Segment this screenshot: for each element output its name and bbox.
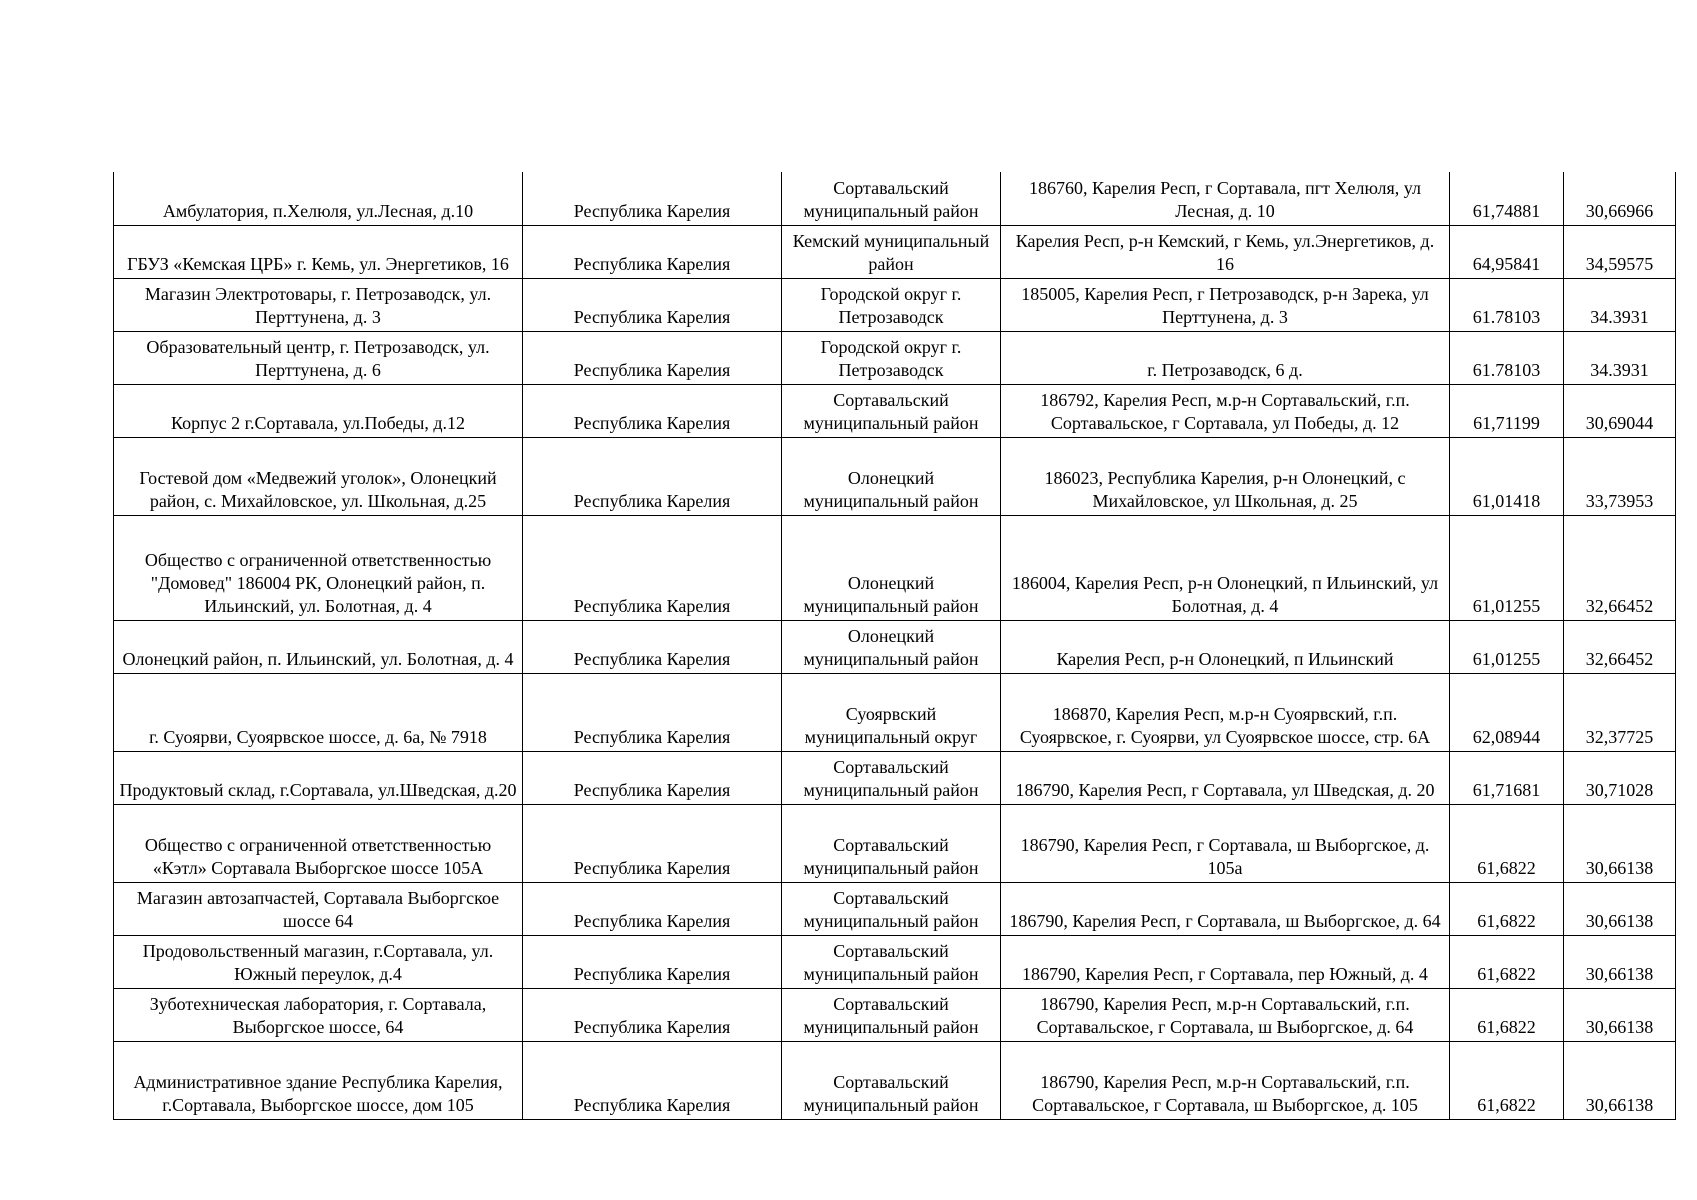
region-cell: Республика Карелия bbox=[523, 225, 782, 278]
longitude-cell: 32,37725 bbox=[1564, 673, 1676, 751]
table-row bbox=[114, 673, 1676, 751]
table-row bbox=[114, 331, 1676, 384]
longitude-cell: 30,66138 bbox=[1564, 804, 1676, 882]
table-row bbox=[114, 1041, 1676, 1119]
latitude-cell: 61.78103 bbox=[1450, 278, 1564, 331]
address-cell: 186023, Республика Карелия, р-н Олонецкий, с Михайловское, ул Школьная, д. 25 bbox=[1001, 437, 1450, 515]
longitude-cell: 34.3931 bbox=[1564, 331, 1676, 384]
municipality-cell: Суоярвский муниципальный округ bbox=[782, 673, 1001, 751]
facility-name-cell: Образовательный центр, г. Петрозаводск, ул. Перттунена, д. 6 bbox=[114, 331, 523, 384]
address-cell: 186790, Карелия Респ, г Сортавала, ул Шведская, д. 20 bbox=[1001, 751, 1450, 804]
table-row bbox=[114, 804, 1676, 882]
municipality-cell: Сортавальский муниципальный район bbox=[782, 1041, 1001, 1119]
facility-name-cell: Магазин автозапчастей, Сортавала Выборгское шоссе 64 bbox=[114, 882, 523, 935]
latitude-cell: 61.78103 bbox=[1450, 331, 1564, 384]
region-cell: Республика Карелия bbox=[523, 515, 782, 620]
municipality-cell: Сортавальский муниципальный район bbox=[782, 804, 1001, 882]
facility-name-cell: Зуботехническая лаборатория, г. Сортавала, Выборгское шоссе, 64 bbox=[114, 988, 523, 1041]
latitude-cell: 61,6822 bbox=[1450, 935, 1564, 988]
municipality-cell: Сортавальский муниципальный район bbox=[782, 172, 1001, 225]
region-cell: Республика Карелия bbox=[523, 804, 782, 882]
table-row bbox=[114, 384, 1676, 437]
facility-name-cell: Гостевой дом «Медвежий уголок», Олонецкий район, с. Михайловское, ул. Школьная, д.25 bbox=[114, 437, 523, 515]
region-cell: Республика Карелия bbox=[523, 278, 782, 331]
address-cell: 186790, Карелия Респ, г Сортавала, ш Выборгское, д. 64 bbox=[1001, 882, 1450, 935]
longitude-cell: 30,71028 bbox=[1564, 751, 1676, 804]
longitude-cell: 30,66138 bbox=[1564, 988, 1676, 1041]
facility-name-cell: Продуктовый склад, г.Сортавала, ул.Шведская, д.20 bbox=[114, 751, 523, 804]
region-cell: Республика Карелия bbox=[523, 935, 782, 988]
longitude-cell: 32,66452 bbox=[1564, 515, 1676, 620]
address-cell: Карелия Респ, р-н Кемский, г Кемь, ул.Энергетиков, д. 16 bbox=[1001, 225, 1450, 278]
latitude-cell: 62,08944 bbox=[1450, 673, 1564, 751]
region-cell: Республика Карелия bbox=[523, 437, 782, 515]
address-cell: 186790, Карелия Респ, м.р-н Сортавальский, г.п. Сортавальское, г Сортавала, ш Выборгское, д. 64 bbox=[1001, 988, 1450, 1041]
latitude-cell: 61,01255 bbox=[1450, 620, 1564, 673]
region-cell: Республика Карелия bbox=[523, 331, 782, 384]
municipality-cell: Городской округ г. Петрозаводск bbox=[782, 331, 1001, 384]
facility-name-cell: Амбулатория, п.Хелюля, ул.Лесная, д.10 bbox=[114, 172, 523, 225]
region-cell: Республика Карелия bbox=[523, 751, 782, 804]
table-row bbox=[114, 515, 1676, 620]
latitude-cell: 61,6822 bbox=[1450, 804, 1564, 882]
region-cell: Республика Карелия bbox=[523, 882, 782, 935]
municipality-cell: Сортавальский муниципальный район bbox=[782, 988, 1001, 1041]
table-row bbox=[114, 278, 1676, 331]
latitude-cell: 61,6822 bbox=[1450, 1041, 1564, 1119]
longitude-cell: 30,66138 bbox=[1564, 935, 1676, 988]
facility-name-cell: ГБУЗ «Кемская ЦРБ» г. Кемь, ул. Энергетиков, 16 bbox=[114, 225, 523, 278]
region-cell: Республика Карелия bbox=[523, 172, 782, 225]
latitude-cell: 61,74881 bbox=[1450, 172, 1564, 225]
municipality-cell: Кемский муниципальный район bbox=[782, 225, 1001, 278]
table-row bbox=[114, 988, 1676, 1041]
region-cell: Республика Карелия bbox=[523, 1041, 782, 1119]
table-row bbox=[114, 935, 1676, 988]
address-cell: 186790, Карелия Респ, г Сортавала, ш Выборгское, д. 105а bbox=[1001, 804, 1450, 882]
facility-name-cell: Корпус 2 г.Сортавала, ул.Победы, д.12 bbox=[114, 384, 523, 437]
facility-name-cell: Магазин Электротовары, г. Петрозаводск, ул. Перттунена, д. 3 bbox=[114, 278, 523, 331]
address-cell: 186004, Карелия Респ, р-н Олонецкий, п Ильинский, ул Болотная, д. 4 bbox=[1001, 515, 1450, 620]
longitude-cell: 30,66138 bbox=[1564, 1041, 1676, 1119]
longitude-cell: 32,66452 bbox=[1564, 620, 1676, 673]
longitude-cell: 34.3931 bbox=[1564, 278, 1676, 331]
municipality-cell: Сортавальский муниципальный район bbox=[782, 882, 1001, 935]
region-cell: Республика Карелия bbox=[523, 673, 782, 751]
address-cell: 185005, Карелия Респ, г Петрозаводск, р-н Зарека, ул Перттунена, д. 3 bbox=[1001, 278, 1450, 331]
latitude-cell: 64,95841 bbox=[1450, 225, 1564, 278]
address-cell: 186870, Карелия Респ, м.р-н Суоярвский, г.п. Суоярвское, г. Суоярви, ул Суоярвское шоссе, стр. 6А bbox=[1001, 673, 1450, 751]
municipality-cell: Олонецкий муниципальный район bbox=[782, 437, 1001, 515]
facility-name-cell: г. Суоярви, Суоярвское шоссе, д. 6а, № 7918 bbox=[114, 673, 523, 751]
table-body bbox=[114, 172, 1676, 1119]
longitude-cell: 30,66966 bbox=[1564, 172, 1676, 225]
longitude-cell: 34,59575 bbox=[1564, 225, 1676, 278]
facility-name-cell: Административное здание Республика Карелия, г.Сортавала, Выборгское шоссе, дом 105 bbox=[114, 1041, 523, 1119]
facility-name-cell: Продовольственный магазин, г.Сортавала, ул. Южный переулок, д.4 bbox=[114, 935, 523, 988]
table-row bbox=[114, 172, 1676, 225]
longitude-cell: 30,69044 bbox=[1564, 384, 1676, 437]
latitude-cell: 61,6822 bbox=[1450, 882, 1564, 935]
facility-name-cell: Общество с ограниченной ответственностью «Кэтл» Сортавала Выборгское шоссе 105А bbox=[114, 804, 523, 882]
table-row bbox=[114, 751, 1676, 804]
latitude-cell: 61,71681 bbox=[1450, 751, 1564, 804]
address-cell: 186792, Карелия Респ, м.р-н Сортавальский, г.п. Сортавальское, г Сортавала, ул Победы, д. 12 bbox=[1001, 384, 1450, 437]
longitude-cell: 30,66138 bbox=[1564, 882, 1676, 935]
table-row bbox=[114, 620, 1676, 673]
municipality-cell: Олонецкий муниципальный район bbox=[782, 620, 1001, 673]
table-row bbox=[114, 437, 1676, 515]
table-row bbox=[114, 882, 1676, 935]
latitude-cell: 61,6822 bbox=[1450, 988, 1564, 1041]
address-cell: 186760, Карелия Респ, г Сортавала, пгт Хелюля, ул Лесная, д. 10 bbox=[1001, 172, 1450, 225]
address-cell: Карелия Респ, р-н Олонецкий, п Ильинский bbox=[1001, 620, 1450, 673]
facility-name-cell: Олонецкий район, п. Ильинский, ул. Болотная, д. 4 bbox=[114, 620, 523, 673]
municipality-cell: Сортавальский муниципальный район bbox=[782, 384, 1001, 437]
municipality-cell: Сортавальский муниципальный район bbox=[782, 751, 1001, 804]
address-cell: г. Петрозаводск, 6 д. bbox=[1001, 331, 1450, 384]
longitude-cell: 33,73953 bbox=[1564, 437, 1676, 515]
address-table bbox=[113, 172, 1676, 1120]
municipality-cell: Городской округ г. Петрозаводск bbox=[782, 278, 1001, 331]
latitude-cell: 61,01255 bbox=[1450, 515, 1564, 620]
municipality-cell: Сортавальский муниципальный район bbox=[782, 935, 1001, 988]
latitude-cell: 61,71199 bbox=[1450, 384, 1564, 437]
region-cell: Республика Карелия bbox=[523, 620, 782, 673]
address-cell: 186790, Карелия Респ, м.р-н Сортавальский, г.п. Сортавальское, г Сортавала, ш Выборгское, д. 105 bbox=[1001, 1041, 1450, 1119]
address-cell: 186790, Карелия Респ, г Сортавала, пер Южный, д. 4 bbox=[1001, 935, 1450, 988]
table-row bbox=[114, 225, 1676, 278]
latitude-cell: 61,01418 bbox=[1450, 437, 1564, 515]
region-cell: Республика Карелия bbox=[523, 988, 782, 1041]
facility-name-cell: Общество с ограниченной ответственностью "Домовед" 186004 РК, Олонецкий район, п. Ильинский, ул. Болотная, д. 4 bbox=[114, 515, 523, 620]
region-cell: Республика Карелия bbox=[523, 384, 782, 437]
municipality-cell: Олонецкий муниципальный район bbox=[782, 515, 1001, 620]
